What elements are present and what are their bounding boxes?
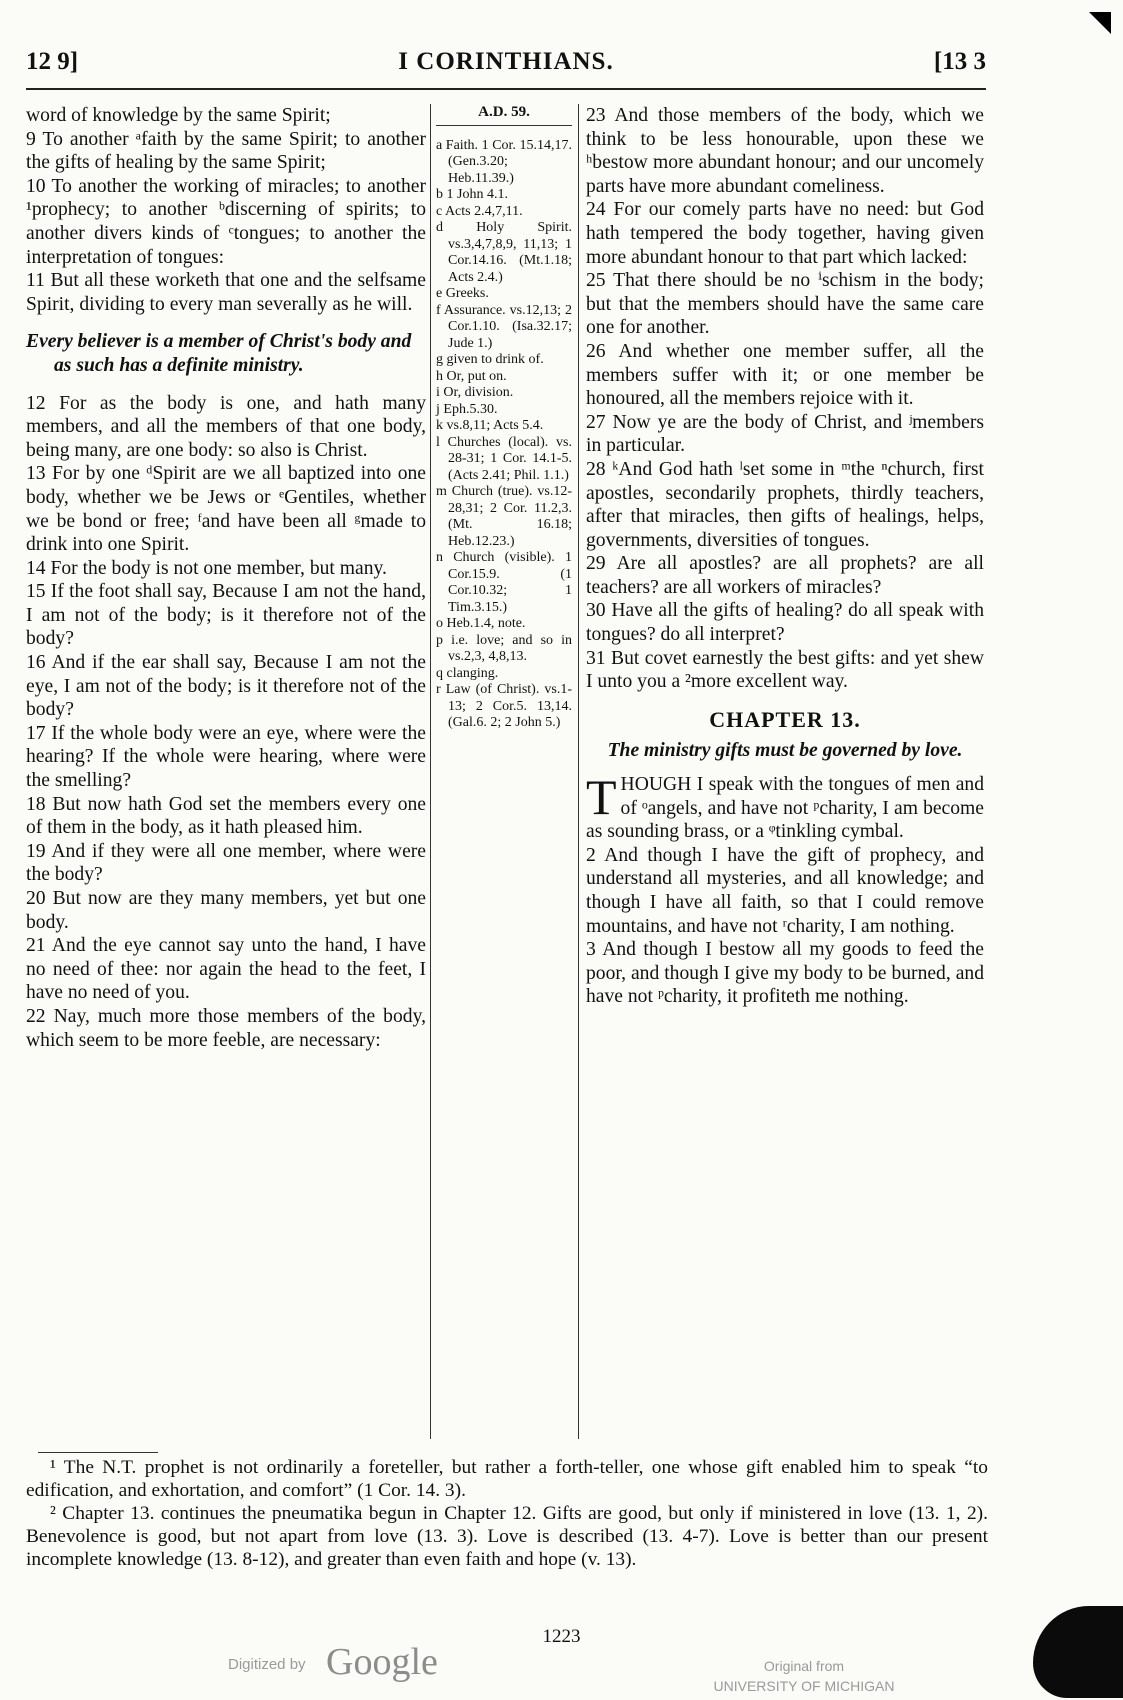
footnotes [26, 1456, 988, 1571]
verse-text: 18 But now hath God set the members every one of them in the body, as it hath pleased him. [26, 793, 426, 839]
verse-text: 12 For as the body is one, and hath many members, and all the members of that one body, being many, are one body: so also is Christ. [26, 392, 426, 461]
header-left-ref: 12 9] [26, 48, 79, 75]
reference-note: p i.e. love; and so in vs.2,3, 4,8,13. [436, 632, 572, 664]
verse-text: 11 But all these worketh that one and the selfsame Spirit, dividing to every man severally as he will. [26, 270, 426, 315]
verse-text: 26 And whether one member suffer, all the members suffer with it; or one member be honoured, all the members rejoice with it. [586, 340, 984, 410]
reference-note: k vs.8,11; Acts 5.4. [436, 418, 544, 433]
chapter-subtitle: The ministry gifts must be governed by love. [607, 740, 963, 762]
verse-text: 21 And the eye cannot say unto the hand, I have no need of thee: nor again the head to the feet, I have no need of you. [26, 935, 426, 1004]
corner-arrow-icon [1089, 12, 1111, 34]
verse-text: 22 Nay, much more those members of the body, which seem to be more feeble, are necessary: [26, 1005, 426, 1051]
verse-text: 14 For the body is not one member, but many. [26, 557, 387, 579]
verse-text: 27 Now ye are the body of Christ, and ʲmembers in particular. [586, 411, 984, 457]
source-credit-line2: UNIVERSITY OF MICHIGAN [713, 1678, 895, 1694]
reference-note: b 1 John 4.1. [436, 187, 508, 202]
date-label: A.D. 59. [436, 104, 572, 126]
verse-text: 15 If the foot shall say, Because I am not the hand, I am not of the body; is it therefore not of the body? [26, 581, 426, 650]
google-logo: Google [326, 1641, 438, 1683]
reference-note: j Eph.5.30. [436, 401, 498, 417]
verse-text-dropcap: THOUGH I speak with the tongues of men and of ᵒangels, and have not ᵖcharity, I am become as sounding brass, or a ᵠtinkling cymbal. [586, 769, 984, 843]
verse-text: 25 That there should be no ⁱschism in the body; but that the members should have the same care one for another. [586, 270, 984, 339]
verse-text: 10 To another the working of miracles; to another ¹prophecy; to another ᵇdiscerning of spirits; to another divers kinds of ᶜtongues; to another the interpretation of tongues: [26, 175, 426, 268]
reference-note: c Acts 2.4,7,11. [436, 203, 523, 219]
source-credit [684, 1656, 924, 1696]
chapter-title: CHAPTER 13. [709, 706, 861, 732]
reference-note: f Assurance. vs.12,13; 2 Cor.1.10. (Isa.32.17; Jude 1.) [436, 302, 572, 351]
verse-text: 23 And those members of the body, which we think to be less honourable, upon these we ʰbestow more abundant honour; and our uncomely parts have more abundant comeliness. [586, 105, 984, 197]
verse-text: 20 But now are they many members, yet but one body. [26, 888, 426, 933]
left-text-column [26, 104, 426, 1052]
page-number: 1223 [542, 1626, 581, 1647]
footnote: ² Chapter 13. continues the pneumatika begun in Chapter 12. Gifts are good, but only if ministered in love (13. 1, 2). Benevolence is good, but not apart from love (13. 3). Love is described (13. 4-7). Love is better than our present incomplete knowledge (13. 8-12), and greater than even faith and hope (v. 13). [26, 1503, 988, 1570]
page-header [26, 48, 986, 86]
reference-note: i Or, division. [436, 385, 514, 400]
footnote: ¹ The N.T. prophet is not ordinarily a foreteller, but rather a forth-teller, one whose gift enabled him to speak “to edification, and exhortation, and comfort” (1 Cor. 14. 3). [26, 1457, 988, 1501]
verse-text: 13 For by one ᵈSpirit are we all baptized into one body, whether we be Jews or ᵉGentiles, whether we be bond or free; ᶠand have been all ᵍmade to drink into one Spirit. [26, 463, 426, 556]
reference-note: r Law (of Christ). vs.1-13; 2 Cor.5. 13,14. (Gal.6. 2; 2 John 5.) [436, 682, 572, 730]
reference-note: l Churches (local). vs. 28-31; 1 Cor. 14.1-5. (Acts 2.41; Phil. 1.1.) [436, 434, 572, 483]
verse-text: 28 ᵏAnd God hath ˡset some in ᵐthe ⁿchurch, first apostles, secondarily prophets, thirdly teachers, after that miracles, then gifts of healings, helps, governments, diversities of tongues. [586, 458, 984, 551]
right-text-column [586, 104, 984, 1009]
header-rule [26, 88, 986, 90]
verse-text: 29 Are all apostles? are all prophets? are all teachers? are all workers of miracles? [586, 553, 984, 598]
column-divider-left [430, 104, 431, 1439]
scan-thumb-mark [1033, 1606, 1123, 1698]
reference-note: n Church (visible). 1 Cor.15.9. (1 Cor.10.32; 1 Tim.3.15.) [436, 550, 572, 615]
verse-text: 31 But covet earnestly the best gifts: and yet shew I unto you a ²more excellent way. [586, 647, 984, 693]
reference-note: o Heb.1.4, note. [436, 616, 526, 631]
verse-text: 16 And if the ear shall say, Because I am not the eye, I am not of the body; is it therefore not of the body? [26, 652, 426, 721]
verse-text: word of knowledge by the same Spirit; [26, 105, 331, 126]
verse-text: 17 If the whole body were an eye, where were the hearing? If the whole were hearing, where were the smelling? [26, 722, 426, 792]
verse-text: 2 And though I have the gift of prophecy, and understand all mysteries, and all knowledge; and though I have all faith, so that I could remove mountains, and have not ʳcharity, I am nothing. [586, 844, 984, 937]
reference-note: h Or, put on. [436, 368, 507, 384]
reference-note: m Church (true). vs.12-28,31; 2 Cor. 11.2,3. (Mt. 16.18; Heb.12.23.) [436, 484, 572, 549]
reference-note: a Faith. 1 Cor. 15.14,17. (Gen.3.20; Heb.11.39.) [436, 137, 572, 186]
verse-text: 3 And though I bestow all my goods to feed the poor, and though I give my body to be burned, and have not ᵖcharity, it profiteth me nothing. [586, 939, 984, 1008]
verse-text: 24 For our comely parts have no need: but God hath tempered the body together, having given more abundant honour to that part which lacked: [586, 199, 984, 268]
book-title: I CORINTHIANS. [398, 48, 614, 75]
digitized-by-label: Digitized by [228, 1656, 306, 1673]
reference-column [436, 104, 572, 732]
column-divider-right [578, 104, 579, 1439]
verse-text: 30 Have all the gifts of healing? do all speak with tongues? do all interpret? [586, 600, 984, 646]
reference-note: g given to drink of. [436, 352, 544, 367]
reference-note: d Holy Spirit. vs.3,4,7,8,9, 11,13; 1 Cor.14.16. (Mt.1.18; Acts 2.4.) [436, 220, 572, 285]
reference-note: q clanging. [436, 665, 499, 681]
verse-text: 19 And if they were all one member, where were the body? [26, 840, 426, 886]
header-right-ref: [13 3 [933, 48, 986, 75]
source-credit-line1: Original from [763, 1658, 845, 1674]
footnote-rule [38, 1452, 158, 1453]
verse-text: 9 To another ᵃfaith by the same Spirit; to another the gifts of healing by the same Spirit; [26, 128, 426, 174]
reference-note: e Greeks. [436, 286, 489, 301]
section-heading: Every believer is a member of Christ's body and as such has a definite ministry. [26, 331, 412, 376]
